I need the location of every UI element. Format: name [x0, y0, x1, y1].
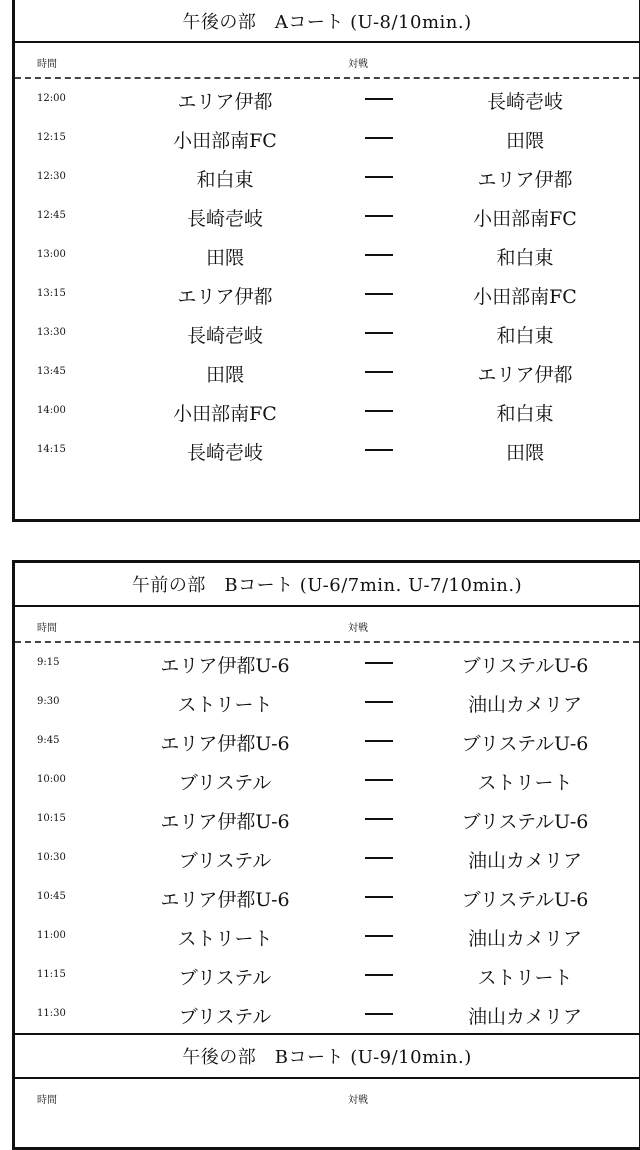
- match-time: 10:30: [37, 852, 66, 863]
- away-team: 長崎壱岐: [486, 91, 563, 113]
- col-match-label: 対戦: [348, 623, 368, 634]
- home-team: エリア伊都U-6: [160, 889, 290, 911]
- away-team: ストリート: [477, 772, 573, 794]
- match-time: 13:15: [37, 288, 66, 299]
- away-team: 油山カメリア: [467, 928, 582, 950]
- match-row: [15, 196, 639, 235]
- match-time: 10:45: [37, 891, 66, 902]
- match-list: [15, 79, 639, 469]
- match-row: [15, 235, 639, 274]
- col-time-label: 時間: [37, 59, 57, 70]
- match-row: [15, 157, 639, 196]
- home-team: エリア伊都U-6: [160, 811, 290, 833]
- versus-dash: [365, 254, 393, 256]
- match-row: [15, 994, 639, 1033]
- match-time: 9:45: [37, 735, 60, 746]
- match-row: [15, 682, 639, 721]
- home-team: エリア伊都: [177, 91, 273, 113]
- next-section-title-text: 午後の部 Bコート (U-9/10min.): [182, 1047, 472, 1068]
- versus-dash: [365, 935, 393, 937]
- match-row: [15, 799, 639, 838]
- away-team: 油山カメリア: [467, 850, 582, 872]
- away-team: 田隈: [505, 130, 544, 152]
- away-team: ストリート: [477, 967, 573, 989]
- next-section-title: [15, 1033, 639, 1079]
- next-column-header: [15, 1079, 639, 1107]
- away-team: ブリステルU-6: [461, 655, 589, 677]
- schedule-b-court-morning: [12, 560, 640, 1150]
- match-time: 10:15: [37, 813, 66, 824]
- match-time: 13:45: [37, 366, 66, 377]
- match-time: 9:15: [37, 657, 60, 668]
- match-time: 14:15: [37, 444, 66, 455]
- away-team: エリア伊都: [477, 364, 573, 386]
- next-col-match-label: 対戦: [348, 1095, 368, 1106]
- away-team: 和白東: [496, 325, 554, 347]
- home-team: 小田部南FC: [173, 403, 277, 425]
- home-team: ブリステル: [178, 1006, 272, 1028]
- schedule-a-court-afternoon: [12, 0, 640, 522]
- versus-dash: [365, 98, 393, 100]
- section-title-text: 午前の部 Bコート (U-6/7min. U-7/10min.): [131, 575, 523, 596]
- match-row: [15, 79, 639, 118]
- away-team: 油山カメリア: [467, 694, 582, 716]
- home-team: ストリート: [177, 694, 273, 716]
- away-team: 小田部南FC: [473, 286, 577, 308]
- away-team: 小田部南FC: [473, 208, 577, 230]
- match-time: 11:30: [37, 1008, 66, 1019]
- home-team: 和白東: [196, 169, 254, 191]
- section-title: [15, 563, 639, 607]
- next-col-time-label: 時間: [37, 1095, 57, 1106]
- match-time: 11:00: [37, 930, 66, 941]
- column-header: [15, 607, 639, 643]
- home-team: 田隈: [205, 364, 244, 386]
- match-row: [15, 643, 639, 682]
- versus-dash: [365, 974, 393, 976]
- match-time: 13:30: [37, 327, 66, 338]
- match-time: 13:00: [37, 249, 66, 260]
- match-time: 12:15: [37, 132, 66, 143]
- match-row: [15, 313, 639, 352]
- match-row: [15, 955, 639, 994]
- home-team: 長崎壱岐: [186, 325, 263, 347]
- match-row: [15, 721, 639, 760]
- match-time: 9:30: [37, 696, 60, 707]
- versus-dash: [365, 332, 393, 334]
- versus-dash: [365, 701, 393, 703]
- home-team: 長崎壱岐: [186, 442, 263, 464]
- versus-dash: [365, 818, 393, 820]
- column-header: [15, 43, 639, 79]
- match-time: 10:00: [37, 774, 66, 785]
- away-team: ブリステルU-6: [461, 889, 589, 911]
- match-time: 12:30: [37, 171, 66, 182]
- versus-dash: [365, 293, 393, 295]
- col-time-label: 時間: [37, 623, 57, 634]
- match-row: [15, 118, 639, 157]
- match-row: [15, 430, 639, 469]
- versus-dash: [365, 371, 393, 373]
- away-team: 和白東: [496, 247, 554, 269]
- versus-dash: [365, 662, 393, 664]
- versus-dash: [365, 215, 393, 217]
- section-title-text: 午後の部 Aコート (U-8/10min.): [182, 12, 472, 33]
- versus-dash: [365, 1013, 393, 1015]
- home-team: エリア伊都U-6: [160, 655, 290, 677]
- match-row: [15, 916, 639, 955]
- match-row: [15, 877, 639, 916]
- away-team: エリア伊都: [477, 169, 573, 191]
- match-time: 14:00: [37, 405, 66, 416]
- home-team: エリア伊都U-6: [160, 733, 290, 755]
- col-match-label: 対戦: [348, 59, 368, 70]
- away-team: 油山カメリア: [467, 1006, 582, 1028]
- versus-dash: [365, 176, 393, 178]
- match-time: 11:15: [37, 969, 66, 980]
- away-team: 田隈: [505, 442, 544, 464]
- match-row: [15, 352, 639, 391]
- versus-dash: [365, 896, 393, 898]
- match-row: [15, 274, 639, 313]
- section-title: [15, 0, 639, 43]
- home-team: ブリステル: [178, 772, 272, 794]
- versus-dash: [365, 857, 393, 859]
- away-team: ブリステルU-6: [461, 811, 589, 833]
- match-row: [15, 838, 639, 877]
- match-time: 12:45: [37, 210, 66, 221]
- home-team: エリア伊都: [177, 286, 273, 308]
- home-team: ブリステル: [178, 967, 272, 989]
- versus-dash: [365, 740, 393, 742]
- versus-dash: [365, 410, 393, 412]
- home-team: 田隈: [205, 247, 244, 269]
- match-row: [15, 391, 639, 430]
- home-team: 小田部南FC: [173, 130, 277, 152]
- match-list: [15, 643, 639, 1033]
- away-team: ブリステルU-6: [461, 733, 589, 755]
- versus-dash: [365, 449, 393, 451]
- versus-dash: [365, 779, 393, 781]
- home-team: ストリート: [177, 928, 273, 950]
- away-team: 和白東: [496, 403, 554, 425]
- match-row: [15, 760, 639, 799]
- match-time: 12:00: [37, 93, 66, 104]
- home-team: ブリステル: [178, 850, 272, 872]
- home-team: 長崎壱岐: [186, 208, 263, 230]
- versus-dash: [365, 137, 393, 139]
